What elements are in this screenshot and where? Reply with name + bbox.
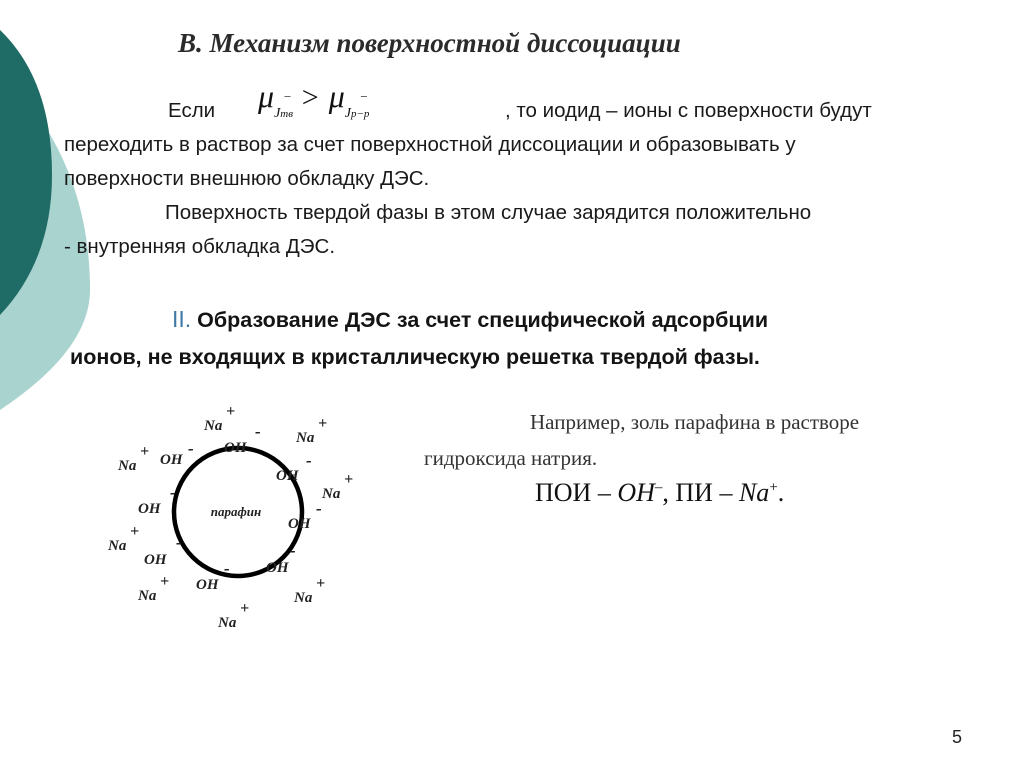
svg-text:-: -	[188, 439, 194, 458]
svg-text:Na: Na	[204, 418, 223, 434]
svg-text:OH: OH	[160, 452, 183, 468]
svg-text:-: -	[170, 483, 176, 502]
paragraph2-line2: - внутренняя обкладка ДЭС.	[64, 235, 336, 258]
core-label: парафин	[210, 504, 262, 519]
mu-symbol-2: μ	[328, 78, 345, 114]
section-numeral: II.	[172, 306, 192, 332]
na-ion	[137, 573, 169, 604]
svg-text:+: +	[318, 415, 328, 432]
greater-than-sign: >	[301, 81, 319, 114]
svg-text:OH: OH	[266, 560, 289, 576]
svg-text:-: -	[224, 559, 230, 578]
na-ion	[293, 575, 325, 606]
svg-text:-: -	[255, 422, 261, 441]
section2-heading-line2: ионов, не входящих в кристаллическую решетка твердой фазы.	[70, 345, 760, 369]
mu-symbol: μ	[258, 78, 275, 114]
formula-sub2: Jр−р	[344, 106, 370, 121]
decorative-side-arc	[0, 0, 110, 767]
paragraph2-line1: Поверхность твердой фазы в этом случае зарядится положительно	[165, 201, 812, 224]
svg-text:OH: OH	[288, 516, 311, 532]
svg-text:Na: Na	[322, 486, 341, 502]
example-line2: гидроксида натрия.	[424, 446, 598, 470]
svg-text:+: +	[226, 403, 236, 420]
svg-text:+: +	[160, 573, 170, 590]
poi-pi-formula: ПОИ – ОН–, ПИ – Na+.	[535, 478, 785, 507]
svg-text:Na: Na	[118, 458, 137, 474]
na-ion	[217, 600, 249, 631]
paragraph1-line3: поверхности внешнюю обкладку ДЭС.	[64, 167, 430, 190]
oh-ion	[138, 483, 176, 517]
formula-sub1: Jтв	[274, 106, 293, 121]
svg-text:OH: OH	[224, 440, 247, 456]
section2-heading-line1	[172, 306, 768, 333]
micelle-diagram	[100, 396, 370, 646]
svg-text:OH: OH	[196, 577, 219, 593]
svg-text:OH: OH	[144, 552, 167, 568]
svg-text:-: -	[316, 499, 322, 518]
if-word: Если	[168, 99, 216, 122]
na-ion	[203, 403, 235, 434]
svg-text:+: +	[316, 575, 326, 592]
paragraph1-line2: переходить в раствор за счет поверхностной диссоциации и образовывать у	[64, 133, 796, 156]
svg-text:Na: Na	[218, 615, 237, 631]
formula-sup2: −	[359, 89, 369, 104]
oh-ion	[160, 439, 194, 468]
svg-text:+: +	[344, 471, 354, 488]
svg-text:+: +	[240, 600, 250, 617]
chemical-potential-formula	[258, 78, 370, 121]
svg-text:-: -	[306, 451, 312, 470]
svg-text:-: -	[290, 541, 296, 560]
na-ion	[321, 471, 353, 502]
svg-text:Na: Na	[294, 590, 313, 606]
paragraph1-line1-rest: , то иодид – ионы с поверхности будут	[505, 99, 872, 122]
svg-text:Na: Na	[296, 430, 315, 446]
section2-line1-text: Образование ДЭС за счет специфической адсорбции	[197, 308, 769, 332]
oh-ion	[288, 499, 322, 532]
example-line1: Например, золь парафина в растворе	[530, 410, 860, 434]
oh-ion	[144, 533, 182, 568]
svg-text:OH: OH	[276, 468, 299, 484]
slide-title: B. Механизм поверхностной диссоциации	[178, 28, 681, 58]
svg-text:-: -	[176, 533, 182, 552]
svg-text:OH: OH	[138, 501, 161, 517]
na-ion	[295, 415, 327, 446]
svg-text:Na: Na	[108, 538, 127, 554]
oh-ion	[276, 451, 312, 484]
na-ion	[117, 443, 149, 474]
svg-text:+: +	[130, 523, 140, 540]
svg-text:Na: Na	[138, 588, 157, 604]
formula-sup1: −	[283, 89, 292, 104]
na-ion	[107, 523, 139, 554]
slide-number: 5	[952, 727, 963, 747]
svg-text:+: +	[140, 443, 150, 460]
